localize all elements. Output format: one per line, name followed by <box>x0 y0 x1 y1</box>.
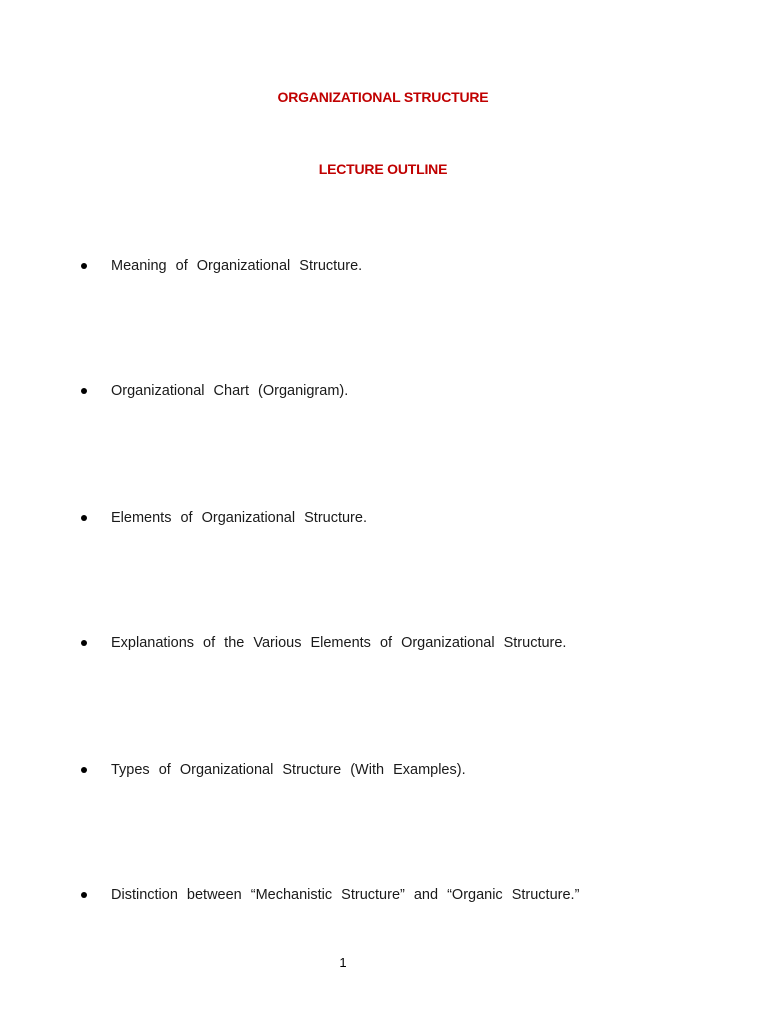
list-item <box>0 886 700 910</box>
list-item-text: Types of Organizational Structure (With Examples). <box>111 762 466 778</box>
list-item <box>0 634 700 658</box>
page-number: 1 <box>339 955 347 970</box>
list-item-text: Organizational Chart (Organigram). <box>111 383 349 399</box>
bullet-icon <box>81 892 87 898</box>
document-subtitle: LECTURE OUTLINE <box>318 161 448 177</box>
list-item <box>0 382 700 406</box>
bullet-icon <box>81 263 87 269</box>
document-title: ORGANIZATIONAL STRUCTURE <box>277 89 489 105</box>
list-item-text: Elements of Organizational Structure. <box>111 510 367 526</box>
list-item-text: Distinction between “Mechanistic Structure” and “Organic Structure.” <box>111 887 580 903</box>
bullet-icon <box>81 767 87 773</box>
bullet-icon <box>81 388 87 394</box>
list-item <box>0 761 700 785</box>
bullet-icon <box>81 640 87 646</box>
list-item <box>0 509 700 533</box>
list-item <box>0 257 700 281</box>
bullet-icon <box>81 515 87 521</box>
list-item-text: Explanations of the Various Elements of Organizational Structure. <box>111 635 567 651</box>
list-item-text: Meaning of Organizational Structure. <box>111 258 363 274</box>
